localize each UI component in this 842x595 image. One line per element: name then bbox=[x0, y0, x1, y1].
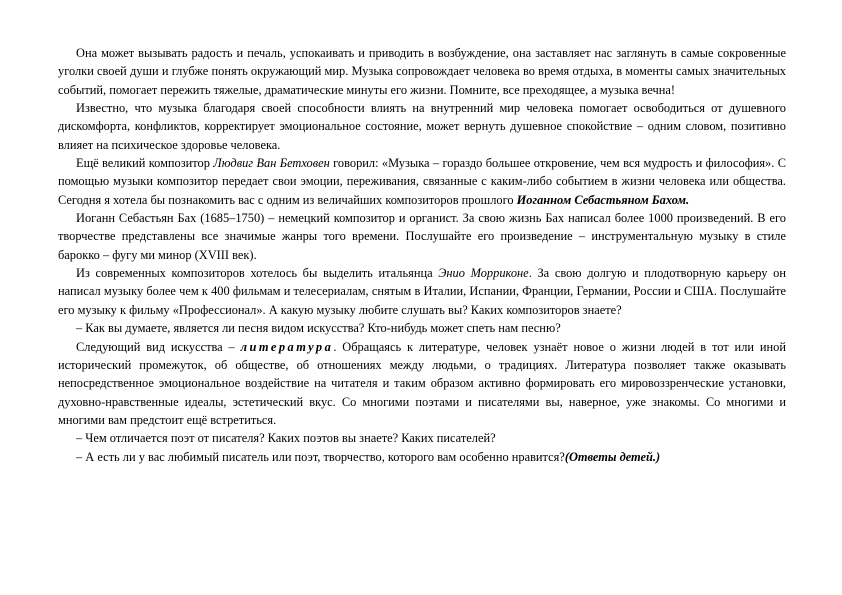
paragraph-text: Следующий вид искусства – bbox=[76, 339, 241, 354]
composer-name-morricone: Энио Морриконе bbox=[438, 266, 529, 281]
question-favorite-writer bbox=[58, 448, 786, 466]
term-literature: литература bbox=[240, 339, 334, 354]
paragraph-text: – А есть ли у вас любимый писатель или поэт, творчество, которого вам особенно нравится? bbox=[76, 449, 565, 464]
document-page bbox=[58, 44, 786, 466]
paragraph-beethoven bbox=[58, 154, 786, 209]
composer-name-bach: Иоганном Себастьяном Бахом. bbox=[516, 192, 690, 207]
paragraph-text: Из современных композиторов хотелось бы выделить итальянца bbox=[76, 266, 439, 281]
paragraph-text: Известно, что музыка благодаря своей способности влиять на внутренний мир человека помогает освободиться от душевного дискомфорта, конфликтов, корректирует эмоциональное состояние, может вернуть душевное спокойствие – одним словом, позитивно влияет на психическое здоровье человека. bbox=[58, 101, 786, 152]
paragraph-literature bbox=[58, 338, 786, 430]
paragraph-text: говорил: «Музыка – гораздо большее откровение, чем вся мудрость и философия». С помощью музыки композитор передает свои эмоции, переживания, связанные с каким-либо событием в жизни человека или общества. Сегодня я хотела бы познакомить вас с одним из величайших композиторов прошлого bbox=[58, 156, 786, 207]
paragraph-text: . Обращаясь к литературе, человек узнаёт новое о жизни людей в тот или иной исторический промежуток, об обществе, об отношениях между людьми, о традициях. Литература позволяет также оказывать непосредственное эмоциональное воздействие на читателя и таким образом активно формировать его мировоззренческие установки, духовно-нравственные идеалы, эстетический вкус. Со многими поэтами и писателями вы, наверное, уже знакомы. Со многими и многими вам предстоит ещё встретиться. bbox=[58, 339, 786, 427]
question-poet-writer: – Чем отличается поэт от писателя? Каких поэтов вы знаете? Каких писателей? bbox=[76, 431, 496, 446]
paragraph-music-emotions: Она может вызывать радость и печаль, успокаивать и приводить в возбуждение, она заставляет нас заглянуть в самые сокровенные уголки своей души и глубже понять окружающий мир. Музыка сопровождает человека во время отдыха, в моменты самых значительных событий, помогает пережить тяжелые, драматические минуты его жизни. Помните, все преходящее, а музыка вечна! bbox=[58, 46, 786, 97]
paragraph-bach-bio: Иоганн Себастьян Бах (1685–1750) – немецкий композитор и органист. За свою жизнь Бах написал более 1000 произведений. В его творчестве представлены все значимые жанры того времени. Послушайте его произведение – инструментальную музыку в стиле барокко – фугу ми минор (XVIII век). bbox=[58, 211, 786, 262]
answer-note: (Ответы детей.) bbox=[564, 449, 661, 464]
composer-name-beethoven: Людвиг Ван Бетховен bbox=[213, 156, 330, 171]
paragraph-music-health bbox=[58, 99, 786, 154]
question-song: – Как вы думаете, является ли песня видом искусства? Кто-нибудь может спеть нам песню? bbox=[76, 321, 561, 336]
paragraph-text: . За свою долгую и плодотворную карьеру он написал музыку более чем к 400 фильмам и телесериалам, снятым в Италии, Испании, Франции, Германии, России и США. Послушайте его музыку к фильму «Профессионал». А какую музыку любите слушать вы? Каких композиторов знаете? bbox=[58, 266, 786, 317]
paragraph-text: Ещё великий композитор bbox=[76, 156, 214, 171]
paragraph-morricone bbox=[58, 264, 786, 319]
